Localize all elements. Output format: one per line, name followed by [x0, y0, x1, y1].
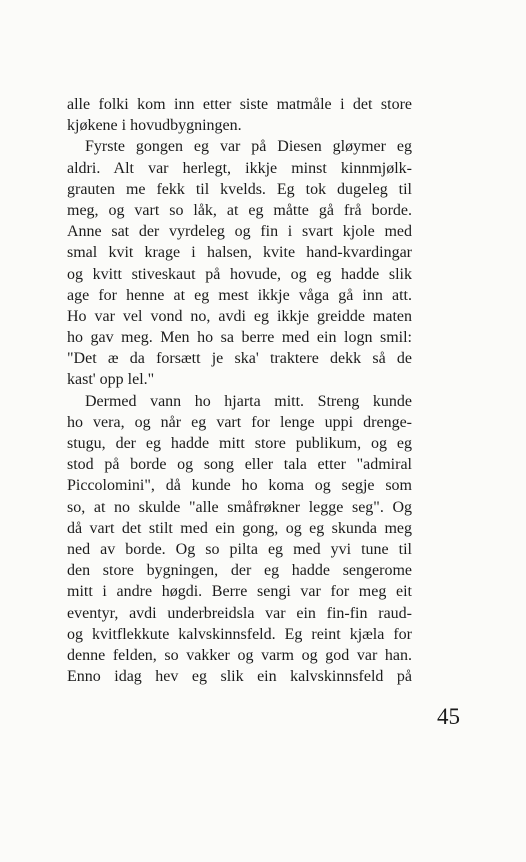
text-line: då vart det stilt med ein gong, og eg skunda meg [67, 519, 412, 537]
text-line: Dermed vann ho hjarta mitt. Streng kunde [85, 392, 412, 410]
text-line: stod på borde og song eller tala etter "admiral [67, 456, 412, 474]
text-line: eventyr, avdi underbreidsla var ein fin-fin raud- [67, 604, 412, 622]
text-line: den store bygningen, der eg hadde sengerome [67, 562, 412, 580]
text-line: denne felden, so vakker og varm og god var han. [67, 646, 412, 664]
text-line: og kvitflekkute kalvskinnsfeld. Eg reint kjæla for [67, 625, 412, 643]
text-line: Piccolomini", då kunde ho koma og segje som [67, 477, 412, 495]
text-line: og kvitt stiveskaut på hovude, og eg hadde slik [67, 265, 412, 283]
text-line: mitt i andre høgdi. Berre sengi var for meg eit [67, 583, 412, 601]
text-line: alle folki kom inn etter siste matmåle i det store [67, 96, 412, 113]
text-line: kjøkene i hovudbygningen. [67, 117, 242, 135]
text-line: Enno idag hev eg slik ein kalvskinnsfeld på [67, 668, 412, 686]
text-line: kast' opp lel." [67, 371, 155, 389]
body-text [67, 94, 412, 687]
text-line: aldri. Alt var herlegt, ikkje minst kinnmjølk- [67, 159, 412, 177]
text-line: ho vera, og når eg vart for lenge uppi drenge- [67, 413, 412, 431]
text-line: grauten me fekk til kvelds. Eg tok dugeleg til [67, 180, 412, 198]
text-line: ho gav meg. Men ho sa berre med ein logn smil: [67, 329, 412, 347]
text-line: so, at no skulde "alle småfrøkner legge seg". Og [67, 498, 412, 516]
text-line: smal kvit krage i halsen, kvite hand-kvardingar [67, 244, 412, 262]
text-line: Fyrste gongen eg var på Diesen gløymer eg [85, 138, 412, 156]
page-number: 45 [437, 704, 460, 729]
text-line: ned av borde. Og so pilta eg med yvi tune til [67, 540, 412, 558]
text-line: Ho var vel vond no, avdi eg ikkje greidde maten [67, 307, 412, 325]
text-line: Anne sat der vyrdeleg og fin i svart kjole med [67, 223, 412, 241]
text-line: meg, og vart so låk, at eg måtte gå frå borde. [67, 201, 412, 219]
text-line: "Det æ da forsætt je ska' traktere dekk så de [67, 350, 412, 368]
text-line: stugu, der eg hadde mitt store publikum, og eg [67, 435, 412, 452]
text-line: age for henne at eg mest ikkje våga gå inn att. [67, 286, 412, 304]
